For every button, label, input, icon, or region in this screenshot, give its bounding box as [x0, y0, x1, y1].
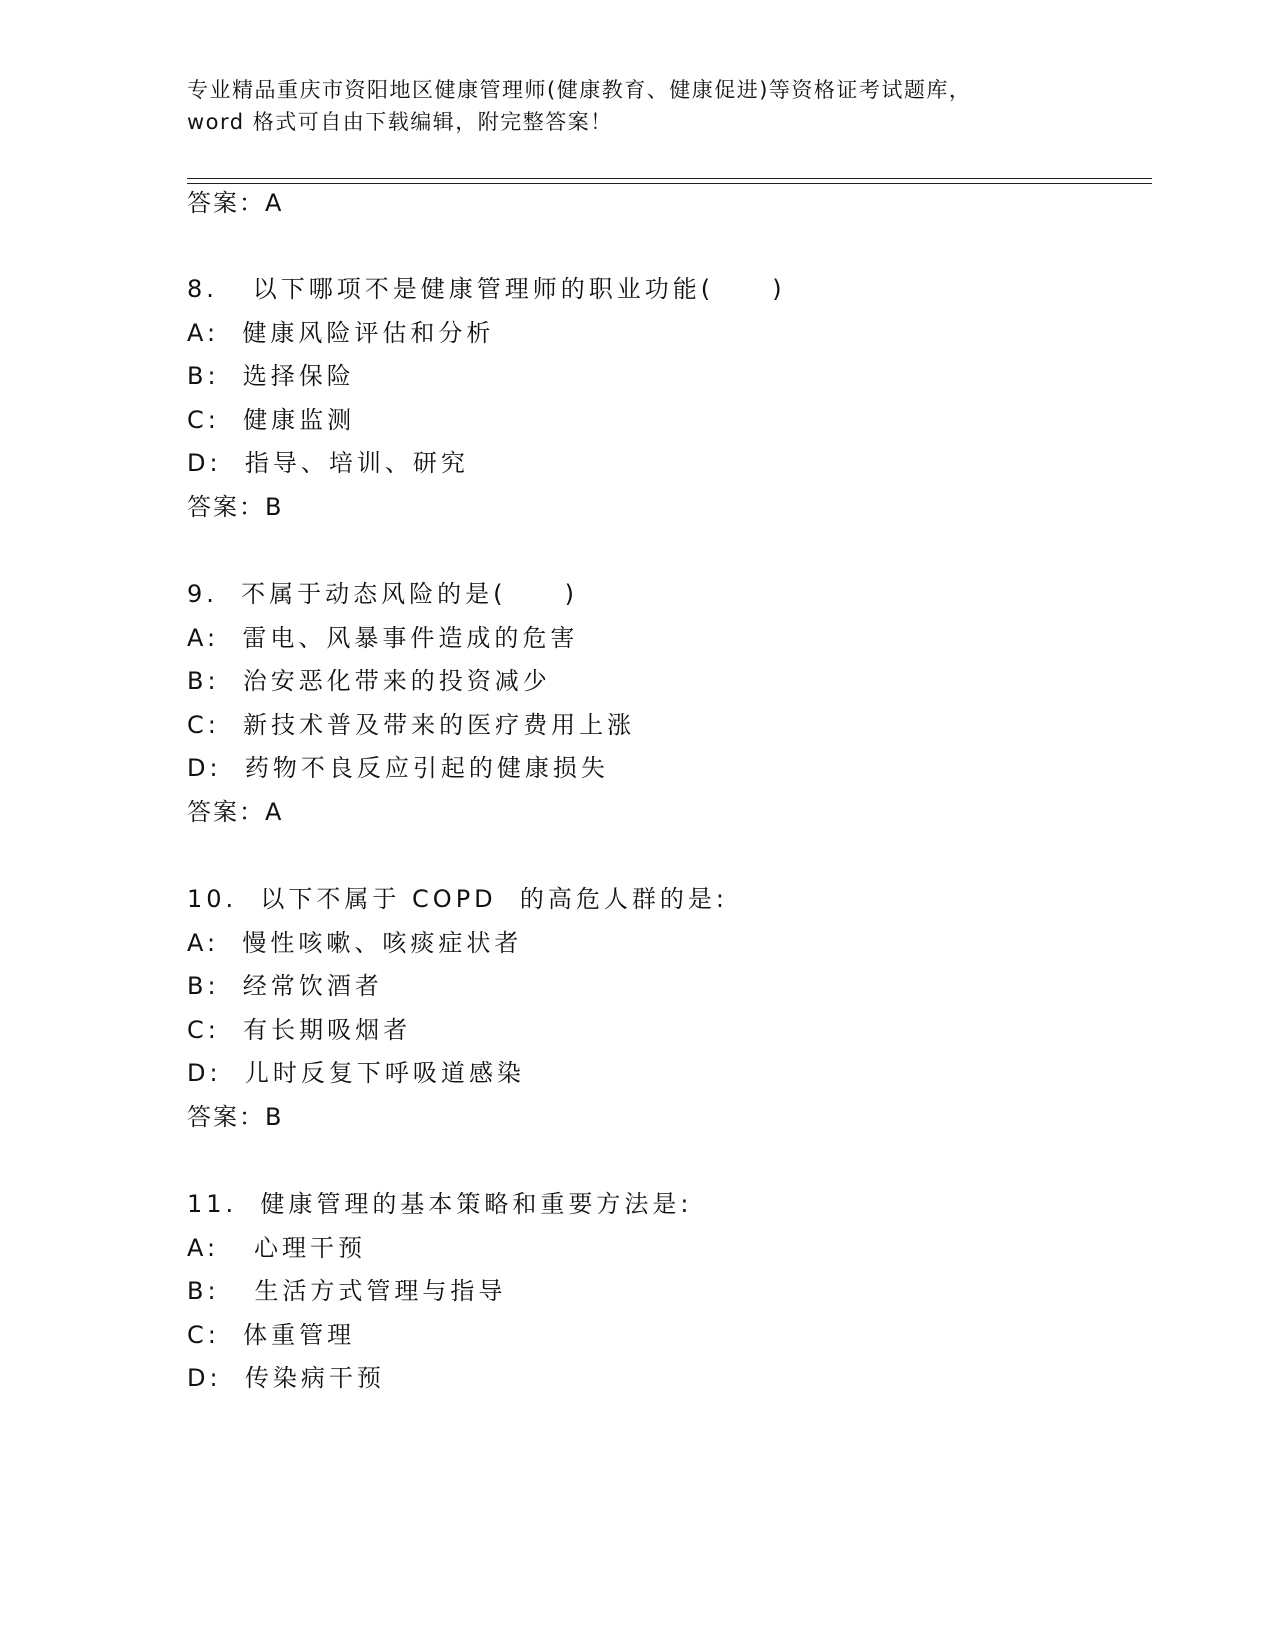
question-11-option-b: B: 生活方式管理与指导	[187, 1277, 507, 1305]
answer-previous: 答案：A	[187, 189, 284, 217]
header-line-2: word 格式可自由下载编辑，附完整答案！	[187, 110, 613, 134]
question-9-option-a: A: 雷电、风暴事件造成的危害	[187, 624, 579, 652]
question-8-option-a: A: 健康风险评估和分析	[187, 319, 495, 347]
question-10-answer: 答案：B	[187, 1103, 284, 1131]
question-10-option-b: B: 经常饮酒者	[187, 972, 383, 1000]
question-8-option-d: D: 指导、培训、研究	[187, 449, 469, 477]
header-rule-top	[187, 178, 1152, 179]
header-line-1: 专业精品重庆市资阳地区健康管理师(健康教育、健康促进)等资格证考试题库，	[187, 78, 972, 102]
question-11-option-d: D: 传染病干预	[187, 1364, 385, 1392]
question-10-option-c: C: 有长期吸烟者	[187, 1016, 412, 1044]
question-10-stem: 10. 以下不属于 COPD 的高危人群的是:	[187, 885, 728, 913]
question-9-answer: 答案：A	[187, 798, 284, 826]
question-8-stem: 8. 以下哪项不是健康管理师的职业功能( )	[187, 275, 786, 303]
question-11-option-c: C: 体重管理	[187, 1321, 356, 1349]
question-10-option-a: A: 慢性咳嗽、咳痰症状者	[187, 929, 523, 957]
question-9-option-b: B: 治安恶化带来的投资减少	[187, 667, 551, 695]
question-8-option-b: B: 选择保险	[187, 362, 355, 390]
question-11-option-a: A: 心理干预	[187, 1234, 366, 1262]
question-9-stem: 9. 不属于动态风险的是( )	[187, 580, 579, 608]
question-8-answer: 答案：B	[187, 493, 284, 521]
question-9-option-d: D: 药物不良反应引起的健康损失	[187, 754, 609, 782]
question-10-option-d: D: 儿时反复下呼吸道感染	[187, 1059, 525, 1087]
question-8-option-c: C: 健康监测	[187, 406, 356, 434]
document-header	[187, 74, 1087, 138]
header-rule-bottom	[187, 183, 1152, 184]
question-9-option-c: C: 新技术普及带来的医疗费用上涨	[187, 711, 636, 739]
question-11-stem: 11. 健康管理的基本策略和重要方法是:	[187, 1190, 693, 1218]
